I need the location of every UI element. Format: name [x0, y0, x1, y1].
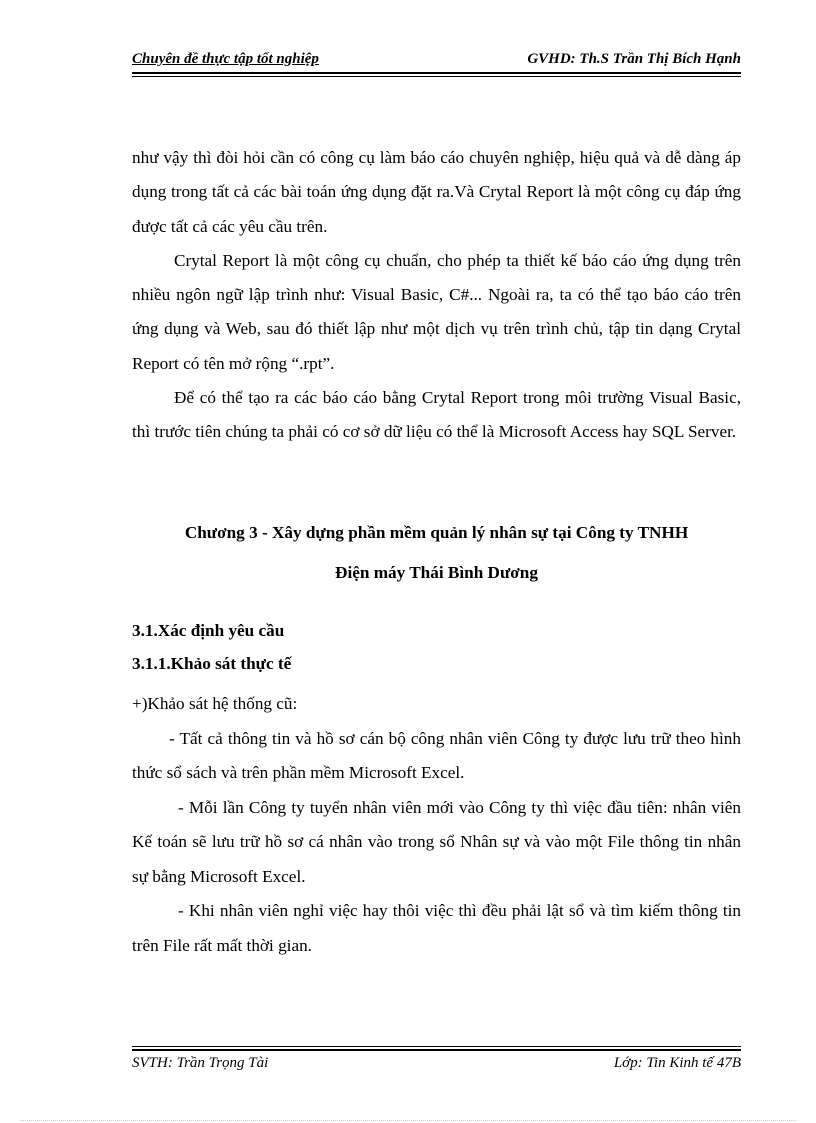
page-edge-divider: [20, 1120, 796, 1122]
survey-intro: +)Khảo sát hệ thống cũ:: [132, 694, 298, 713]
list-item: - Mỗi lần Công ty tuyển nhân viên mới vào Công ty thì việc đầu tiên: nhân viên Kế toán sẽ lưu trữ hồ sơ cá nhân vào trong sổ Nhân sự và vào một File thông tin nhân sự bằng Microsoft Excel.: [132, 797, 741, 886]
section-heading: 3.1.Xác định yêu cầu: [132, 621, 285, 640]
footer-rule-thin: [132, 1046, 741, 1047]
header-advisor: GVHD: Th.S Trần Thị Bích Hạnh: [527, 51, 741, 67]
survey-text: [132, 687, 741, 963]
paragraph: Để có thể tạo ra các báo cáo bằng Crytal Report trong môi trường Visual Basic, thì trước tiên chúng ta phải có cơ sở dữ liệu có thể là Microsoft Access hay SQL Server.: [132, 388, 741, 442]
chapter-heading-line-2: Điện máy Thái Bình Dương: [335, 563, 538, 582]
list-item: - Khi nhân viên nghỉ việc hay thôi việc thì đều phải lật sổ và tìm kiếm thông tin trên File rất mất thời gian.: [132, 901, 741, 955]
footer-class: Lớp: Tin Kinh tế 47B: [613, 1055, 741, 1071]
footer-rule-thick: [132, 1049, 741, 1051]
subsection-heading: 3.1.1.Khảo sát thực tế: [132, 654, 292, 673]
intro-text: [132, 141, 741, 450]
paragraph: như vậy thì đòi hỏi cần có công cụ làm báo cáo chuyên nghiệp, hiệu quả và dễ dàng áp dụng trong tất cả các bài toán ứng dụng đặt ra.Và Crytal Report là một công cụ đáp ứng được tất cả các yêu cầu trên.: [132, 148, 741, 236]
chapter-heading-line-1: Chương 3 - Xây dựng phần mềm quản lý nhân sự tại Công ty TNHH: [184, 523, 689, 542]
list-item: - Tất cả thông tin và hồ sơ cán bộ công nhân viên Công ty được lưu trữ theo hình thức sổ sách và trên phần mềm Microsoft Excel.: [132, 728, 741, 782]
paragraph: Crytal Report là một công cụ chuẩn, cho phép ta thiết kế báo cáo ứng dụng trên nhiều ngôn ngữ lập trình như: Visual Basic, C#... Ngoài ra, ta có thể tạo báo cáo trên ứng dụng và Web, sau đó thiết lập như một dịch vụ trên trình chủ, tập tin dạng Crytal Report có tên mở rộng “.rpt”.: [132, 250, 741, 373]
footer-student: SVTH: Trần Trọng Tài: [132, 1055, 269, 1071]
header-rule-thin: [132, 76, 741, 77]
header-course-title: Chuyên đề thực tập tốt nghiệp: [132, 51, 319, 67]
chapter-heading: [132, 513, 741, 593]
header-rule-thick: [132, 72, 741, 74]
